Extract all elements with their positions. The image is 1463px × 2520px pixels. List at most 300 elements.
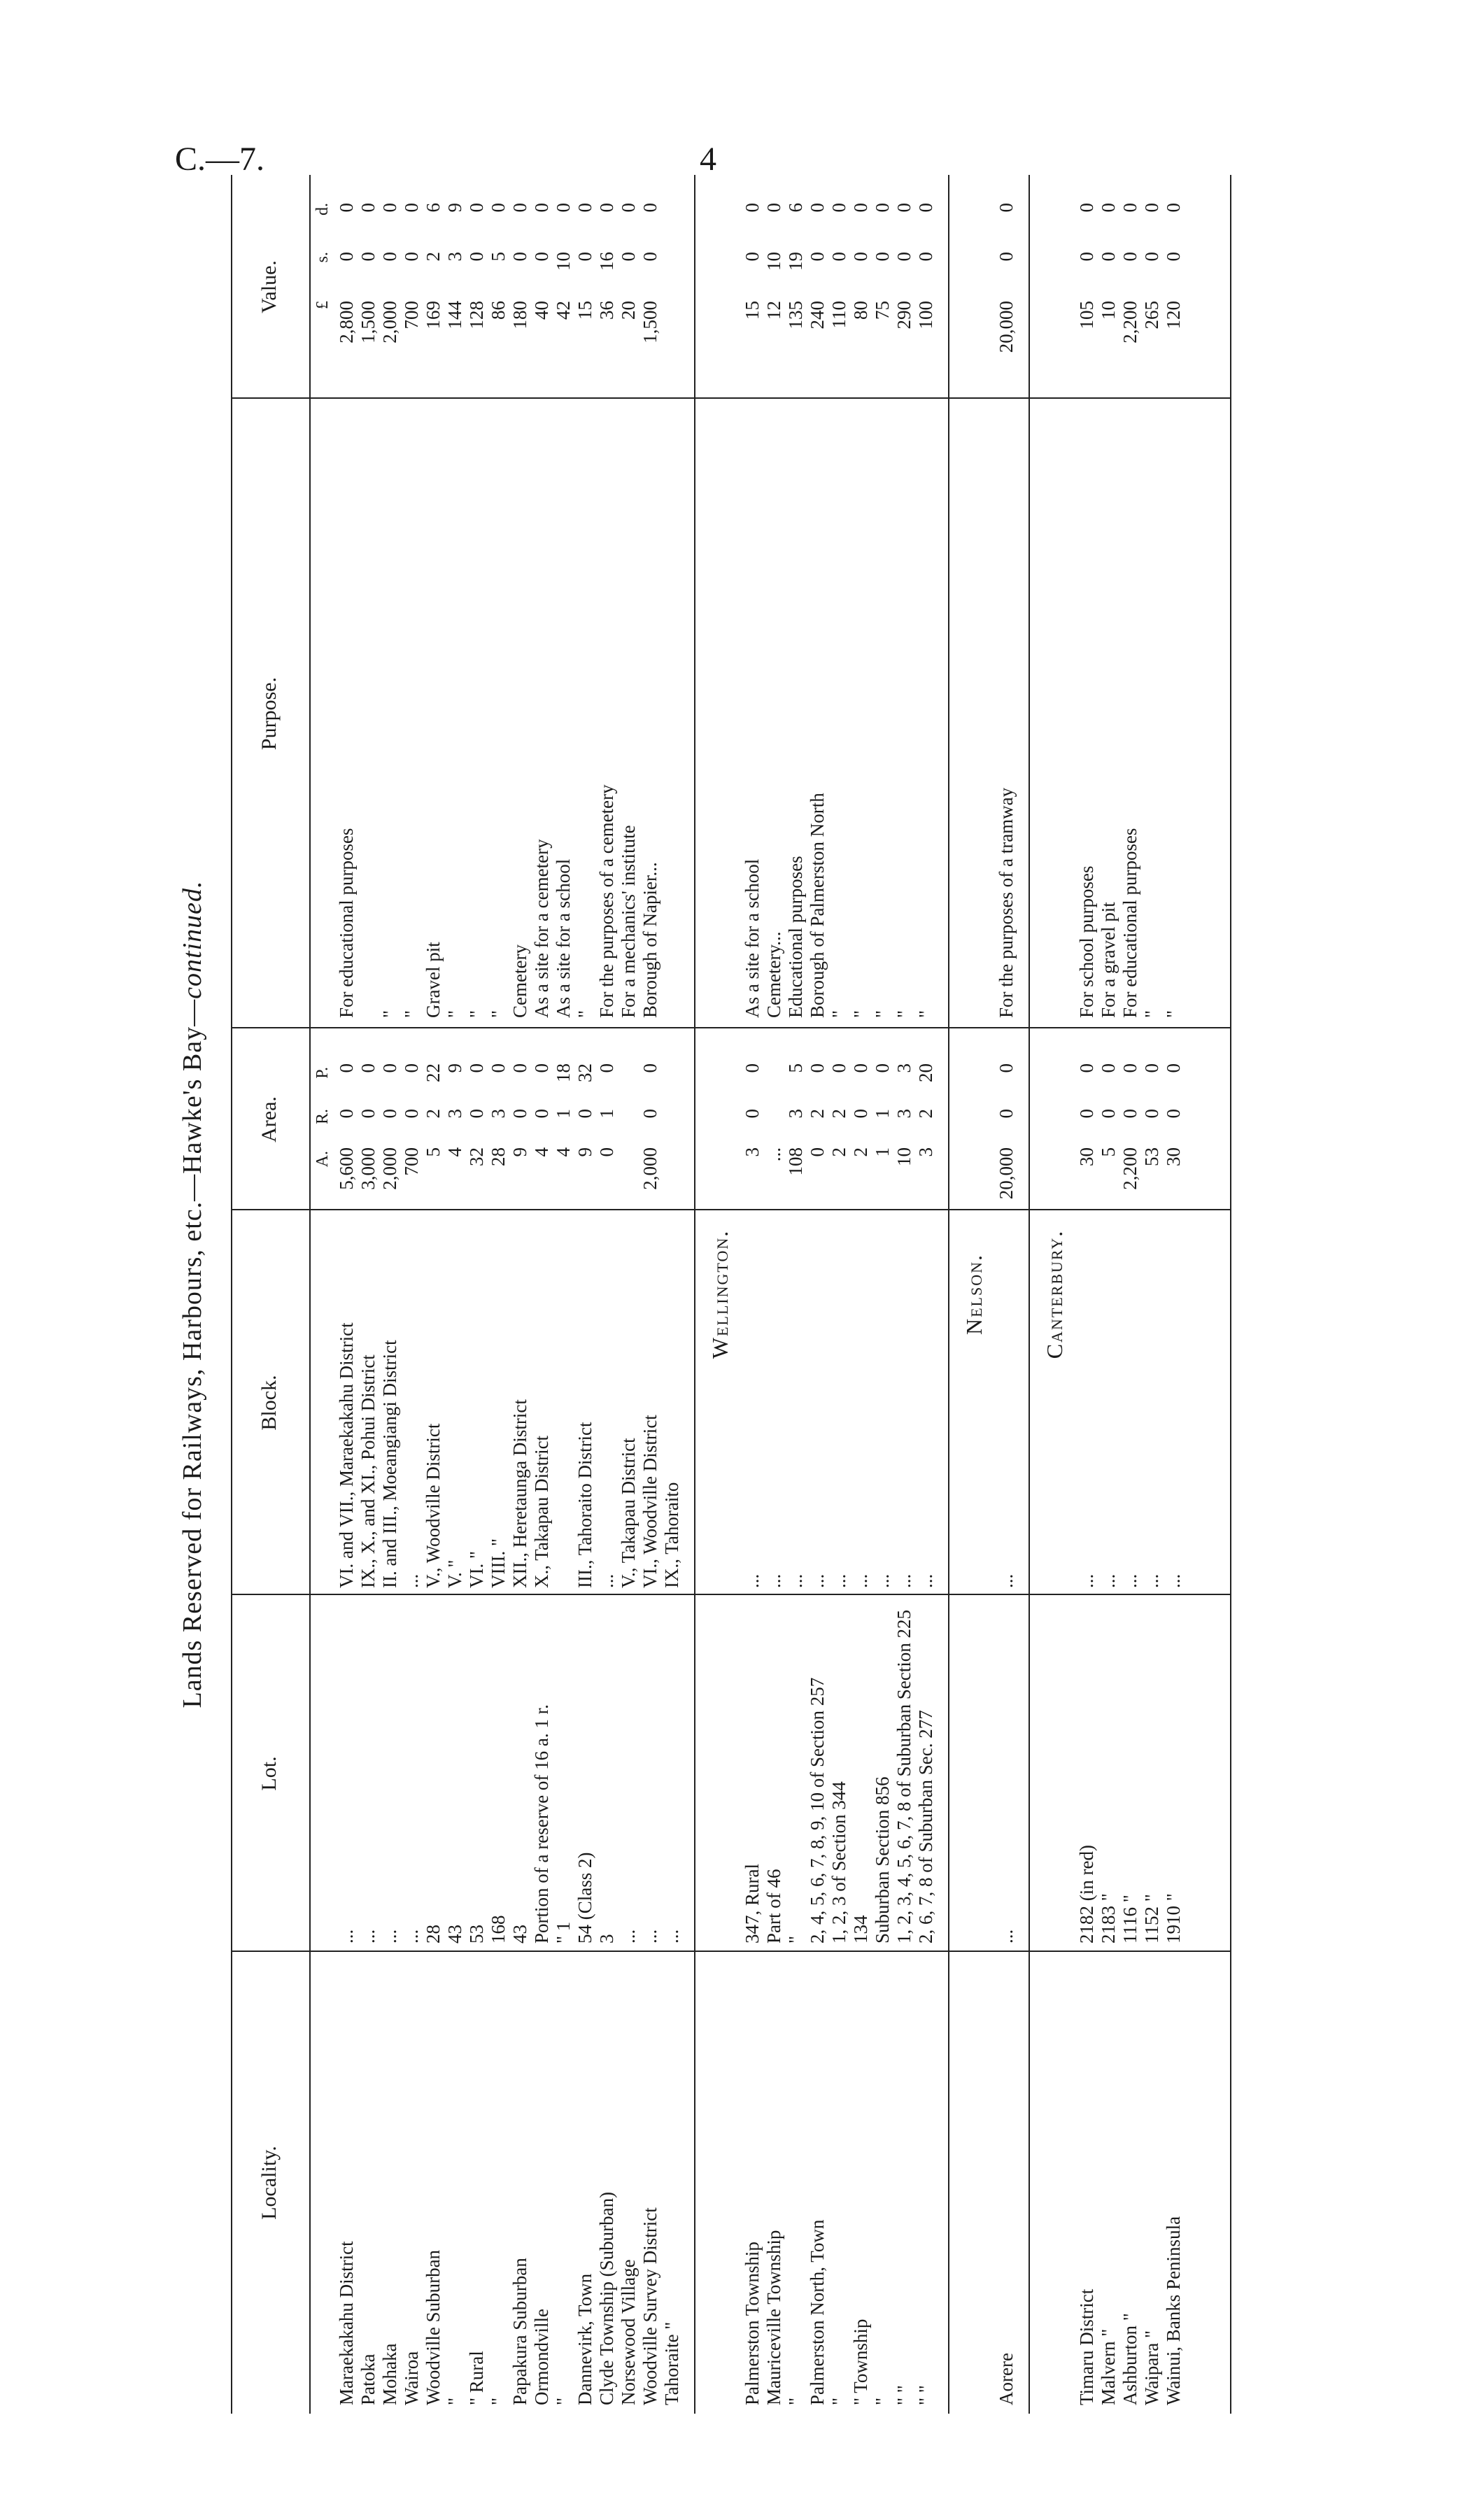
- cell-value: 80: [850, 301, 871, 320]
- cell-block: IX., X., and XI., Pohui District: [358, 1354, 379, 1588]
- cell-lot: ...: [379, 1929, 400, 1944]
- area-unit-perches: P.: [313, 1067, 332, 1079]
- cell-purpose: As a site for a school: [553, 858, 574, 1018]
- cell-area: 0: [1076, 1109, 1097, 1119]
- cell-value: 100: [915, 301, 936, 330]
- cell-value: 0: [401, 203, 422, 213]
- cell-value: 75: [872, 301, 893, 320]
- cell-area: 0: [466, 1109, 487, 1119]
- value-unit-shillings: s.: [313, 252, 332, 263]
- cell-locality: Norsewood Village: [618, 2259, 639, 2405]
- cell-locality: Wainui, Banks Peninsula: [1163, 2216, 1184, 2405]
- cell-area: 0: [596, 1147, 617, 1157]
- cell-lot: 2182 (in red): [1076, 1845, 1097, 1944]
- cell-block: ...: [850, 1573, 871, 1588]
- cell-area: 5,600: [336, 1147, 357, 1190]
- cell-block: ...: [893, 1573, 914, 1588]
- cell-purpose: ": [893, 1010, 914, 1018]
- cell-area: 0: [358, 1109, 379, 1119]
- cell-value: 6: [423, 203, 444, 213]
- cell-block: XII., Heretaunga District: [509, 1399, 530, 1588]
- cell-purpose: ": [915, 1010, 936, 1018]
- cell-area: 3: [893, 1109, 914, 1119]
- cell-value: 0: [1141, 203, 1162, 213]
- cell-lot: 1152 ": [1141, 1894, 1162, 1944]
- header-rule: [309, 175, 311, 2414]
- cell-purpose: ": [401, 1010, 422, 1018]
- cell-locality: " ": [915, 2385, 936, 2405]
- cell-value: 20: [618, 301, 639, 320]
- cell-lot: 168: [488, 1915, 509, 1944]
- cell-value: 169: [423, 301, 444, 330]
- cell-value: 2,200: [1119, 301, 1140, 344]
- cell-value: 0: [742, 252, 763, 262]
- cell-value: 0: [509, 252, 530, 262]
- cell-lot: 53: [466, 1925, 487, 1944]
- cell-purpose: ": [379, 1010, 400, 1018]
- cell-purpose: For educational purposes: [336, 828, 357, 1018]
- cell-value: 0: [872, 203, 893, 213]
- cell-area: 28: [488, 1147, 509, 1166]
- cell-purpose: For the purposes of a cemetery: [596, 784, 617, 1018]
- cell-area: 2: [828, 1147, 849, 1157]
- cell-value: 128: [466, 301, 487, 330]
- cell-value: 1,500: [358, 301, 379, 344]
- cell-value: 19: [785, 252, 806, 271]
- cell-locality: Mauriceville Township: [763, 2230, 784, 2405]
- cell-value: 0: [639, 252, 660, 262]
- cell-locality: Aorere: [996, 2353, 1017, 2405]
- cell-area: 0: [996, 1109, 1017, 1119]
- cell-lot: ...: [996, 1929, 1017, 1944]
- cell-purpose: Gravel pit: [423, 942, 444, 1018]
- cell-area: 0: [379, 1063, 400, 1073]
- cell-area: 10: [893, 1147, 914, 1166]
- cell-value: 0: [531, 203, 552, 213]
- cell-value: 3: [444, 252, 465, 262]
- cell-locality: Palmerston North, Town: [807, 2219, 828, 2405]
- cell-value: 0: [807, 203, 828, 213]
- cell-value: 40: [531, 301, 552, 320]
- group-rule: [694, 175, 695, 2414]
- cell-area: 30: [1163, 1147, 1184, 1166]
- cell-lot: Part of 46: [763, 1869, 784, 1944]
- cell-area: 0: [850, 1109, 871, 1119]
- cell-locality: ": [828, 2397, 849, 2405]
- cell-value: 86: [488, 301, 509, 320]
- cell-area: 0: [488, 1063, 509, 1073]
- cell-lot: ...: [661, 1929, 682, 1944]
- cell-value: 0: [553, 203, 574, 213]
- cell-value: 15: [574, 301, 595, 320]
- cell-value: 0: [379, 203, 400, 213]
- cell-value: 0: [488, 203, 509, 213]
- cell-value: 0: [893, 252, 914, 262]
- cell-value: 0: [618, 203, 639, 213]
- cell-locality: Clyde Township (Suburban): [596, 2191, 617, 2405]
- cell-locality: Maraekakahu District: [336, 2241, 357, 2405]
- cell-purpose: For school purposes: [1076, 865, 1097, 1018]
- cell-value: 12: [763, 301, 784, 320]
- cell-area: 0: [807, 1063, 828, 1073]
- cell-value: 700: [401, 301, 422, 330]
- cell-area: 20: [915, 1063, 936, 1082]
- cell-area: 4: [553, 1147, 574, 1157]
- cell-block: III., Tahoraito District: [574, 1422, 595, 1588]
- cell-value: 0: [915, 252, 936, 262]
- cell-value: 0: [358, 203, 379, 213]
- cell-block: ...: [996, 1573, 1017, 1588]
- cell-value: 1,500: [639, 301, 660, 344]
- section-heading: Nelson.: [961, 1254, 987, 1335]
- cell-area: 0: [509, 1109, 530, 1119]
- cell-area: 4: [444, 1147, 465, 1157]
- cell-lot: 134: [850, 1915, 871, 1944]
- cell-area: 53: [1141, 1147, 1162, 1166]
- cell-purpose: For educational purposes: [1119, 828, 1140, 1018]
- cell-area: 2: [915, 1109, 936, 1119]
- cell-area: 1: [872, 1147, 893, 1157]
- cell-value: 9: [444, 203, 465, 213]
- cell-locality: " Rural: [466, 2351, 487, 2405]
- cell-value: 10: [553, 252, 574, 271]
- cell-area: 0: [1119, 1109, 1140, 1119]
- cell-purpose: ": [574, 1010, 595, 1018]
- cell-locality: Waipara ": [1141, 2330, 1162, 2405]
- cell-area: 2,000: [639, 1147, 660, 1190]
- reserves-table: [231, 175, 1231, 2414]
- value-unit-pounds: £: [313, 301, 332, 309]
- cell-value: 0: [639, 203, 660, 213]
- cell-area: 0: [336, 1109, 357, 1119]
- cell-block: ...: [401, 1573, 422, 1588]
- cell-area: 3: [488, 1109, 509, 1119]
- cell-value: 0: [1163, 252, 1184, 262]
- cell-locality: " ": [893, 2385, 914, 2405]
- cell-value: 0: [1119, 203, 1140, 213]
- cell-area: 0: [401, 1109, 422, 1119]
- cell-block: IX., Tahoraito: [661, 1482, 682, 1588]
- cell-area: 2: [850, 1147, 871, 1157]
- cell-locality: ": [444, 2397, 465, 2405]
- cell-purpose: ": [850, 1010, 871, 1018]
- cell-area: 4: [531, 1147, 552, 1157]
- cell-block: V. ": [444, 1559, 465, 1588]
- section-heading: Wellington.: [707, 1229, 733, 1359]
- cell-value: 0: [1098, 252, 1119, 262]
- area-unit-acres: A.: [313, 1151, 332, 1168]
- cell-locality: Tahoraite ": [661, 2321, 682, 2405]
- cell-block: VI. and VII., Maraekakahu District: [336, 1322, 357, 1588]
- cell-value: 0: [807, 252, 828, 262]
- table-title-main: Lands Reserved for Railways, Harbours, etc.—Hawke's Bay—: [178, 998, 207, 1708]
- cell-area: 2: [807, 1109, 828, 1119]
- cell-lot: 347, Rural: [742, 1864, 763, 1944]
- cell-value: 0: [618, 252, 639, 262]
- cell-block: ...: [1098, 1573, 1119, 1588]
- cell-block: ...: [1119, 1573, 1140, 1588]
- cell-block: ...: [807, 1573, 828, 1588]
- cell-area: 0: [358, 1063, 379, 1073]
- cell-value: 0: [596, 203, 617, 213]
- cell-area: 22: [423, 1063, 444, 1082]
- cell-purpose: For a mechanics' institute: [618, 825, 639, 1018]
- cell-value: 0: [1076, 252, 1097, 262]
- cell-value: 0: [872, 252, 893, 262]
- cell-lot: 1, 2, 3 of Section 344: [828, 1781, 849, 1944]
- cell-area: 1: [596, 1109, 617, 1119]
- cell-value: 10: [1098, 301, 1119, 320]
- cell-purpose: For the purposes of a tramway: [996, 787, 1017, 1018]
- cell-area: 1: [872, 1109, 893, 1119]
- cell-lot: 2183 ": [1098, 1893, 1119, 1944]
- cell-area: 0: [1119, 1063, 1140, 1073]
- page-number: 4: [700, 141, 716, 178]
- area-unit-roods: R.: [313, 1109, 332, 1125]
- cell-value: 15: [742, 301, 763, 320]
- cell-value: 144: [444, 301, 465, 330]
- cell-value: 0: [1098, 203, 1119, 213]
- cell-value: 0: [509, 203, 530, 213]
- cell-area: 108: [785, 1147, 806, 1176]
- cell-area: 5: [423, 1147, 444, 1157]
- cell-area: 0: [466, 1063, 487, 1073]
- cell-area: 2,000: [379, 1147, 400, 1190]
- cell-purpose: As a site for a cemetery: [531, 839, 552, 1018]
- cell-area: 0: [574, 1109, 595, 1119]
- cell-block: VI. ": [466, 1550, 487, 1588]
- rotated-table-page: [175, 175, 1252, 2414]
- cell-lot: ...: [358, 1929, 379, 1944]
- cell-value: 0: [1141, 252, 1162, 262]
- cell-area: 0: [872, 1063, 893, 1073]
- cell-area: 0: [742, 1109, 763, 1119]
- cell-area: 3: [785, 1109, 806, 1119]
- cell-value: 0: [401, 252, 422, 262]
- cell-lot: ": [785, 1935, 806, 1944]
- cell-value: 2: [423, 252, 444, 262]
- cell-value: 0: [1076, 203, 1097, 213]
- cell-lot: ...: [639, 1929, 660, 1944]
- cell-area: 0: [639, 1063, 660, 1073]
- cell-value: 20,000: [996, 301, 1017, 353]
- cell-area: 0: [1098, 1063, 1119, 1073]
- cell-value: 0: [850, 252, 871, 262]
- table-title-continued: continued.: [178, 880, 207, 999]
- cell-lot: 1, 2, 3, 4, 5, 6, 7, 8 of Suburban Section 225: [893, 1610, 914, 1944]
- cell-value: 0: [1163, 203, 1184, 213]
- cell-locality: ": [553, 2397, 574, 2405]
- cell-value: 105: [1076, 301, 1097, 330]
- cell-value: 0: [996, 203, 1017, 213]
- col-header-lot: Lot.: [257, 1756, 281, 1791]
- cell-area: 3,000: [358, 1147, 379, 1190]
- cell-block: ...: [1141, 1573, 1162, 1588]
- cell-locality: ": [785, 2397, 806, 2405]
- cell-value: 0: [379, 252, 400, 262]
- cell-purpose: ": [488, 1010, 509, 1018]
- cell-locality: Woodville Suburban: [423, 2249, 444, 2405]
- cell-lot: 43: [509, 1925, 530, 1944]
- cell-value: 0: [1119, 252, 1140, 262]
- cell-area: 0: [1141, 1063, 1162, 1073]
- cell-purpose: ": [828, 1010, 849, 1018]
- cell-area: 0: [807, 1147, 828, 1157]
- cell-lot: 3: [596, 1934, 617, 1944]
- cell-area: 3: [742, 1147, 763, 1157]
- cell-area: 5: [1098, 1147, 1119, 1157]
- cell-purpose: ": [1163, 1010, 1184, 1018]
- cell-lot: ...: [401, 1929, 422, 1944]
- cell-block: V., Takapau District: [618, 1438, 639, 1588]
- cell-area: 5: [785, 1063, 806, 1073]
- table-bottom-rule: [1230, 175, 1231, 2414]
- cell-area: 0: [1163, 1063, 1184, 1073]
- cell-block: II. and III., Moeangiangi District: [379, 1340, 400, 1588]
- cell-purpose: ": [1141, 1010, 1162, 1018]
- cell-area: 30: [1076, 1147, 1097, 1166]
- cell-locality: Ormondville: [531, 2309, 552, 2405]
- cell-purpose: Cemetery...: [763, 931, 784, 1018]
- cell-lot: Portion of a reserve of 16 a. 1 r.: [531, 1704, 552, 1944]
- cell-area: 1: [553, 1109, 574, 1119]
- cell-area: 3: [915, 1147, 936, 1157]
- cell-purpose: Educational purposes: [785, 856, 806, 1018]
- group-rule: [948, 175, 949, 2414]
- cell-purpose: For a gravel pit: [1098, 902, 1119, 1018]
- cell-block: ...: [596, 1573, 617, 1588]
- cell-value: 240: [807, 301, 828, 330]
- cell-value: 0: [336, 252, 357, 262]
- cell-block: ...: [1076, 1573, 1097, 1588]
- cell-locality: Mohaka: [379, 2343, 400, 2405]
- cell-block: VI., Woodville District: [639, 1415, 660, 1588]
- cell-value: 6: [785, 203, 806, 213]
- group-rule: [1029, 175, 1030, 2414]
- cell-block: ...: [828, 1573, 849, 1588]
- cell-value: 10: [763, 252, 784, 271]
- cell-value: 2,800: [336, 301, 357, 344]
- cell-area: 9: [509, 1147, 530, 1157]
- cell-locality: ": [488, 2397, 509, 2405]
- cell-lot: Suburban Section 856: [872, 1776, 893, 1944]
- cell-locality: Ashburton ": [1119, 2313, 1140, 2405]
- cell-value: 0: [358, 252, 379, 262]
- cell-block: ...: [872, 1573, 893, 1588]
- cell-value: 0: [574, 252, 595, 262]
- cell-value: 180: [509, 301, 530, 330]
- value-unit-pence: d.: [313, 203, 332, 215]
- cell-value: 120: [1163, 301, 1184, 330]
- cell-purpose: Borough of Napier...: [639, 862, 660, 1018]
- cell-area: ...: [763, 1147, 784, 1162]
- section-heading: Canterbury.: [1042, 1229, 1067, 1359]
- cell-block: V., Woodville District: [423, 1423, 444, 1588]
- cell-value: 0: [915, 203, 936, 213]
- cell-lot: " 1: [553, 1921, 574, 1944]
- col-header-locality: Locality.: [257, 2146, 281, 2220]
- cell-area: 0: [1163, 1109, 1184, 1119]
- cell-value: 0: [996, 252, 1017, 262]
- cell-value: 5: [488, 252, 509, 262]
- cell-locality: ": [872, 2397, 893, 2405]
- cell-value: 0: [763, 203, 784, 213]
- cell-purpose: As a site for a school: [742, 858, 763, 1018]
- cell-locality: Papakura Suburban: [509, 2258, 530, 2405]
- cell-block: ...: [742, 1573, 763, 1588]
- cell-area: 32: [466, 1147, 487, 1166]
- cell-purpose: Borough of Palmerston North: [807, 793, 828, 1018]
- cell-area: 0: [379, 1109, 400, 1119]
- cell-lot: ...: [618, 1929, 639, 1944]
- cell-lot: 54 (Class 2): [574, 1852, 595, 1944]
- cell-value: 16: [596, 252, 617, 271]
- cell-value: 0: [574, 203, 595, 213]
- cell-locality: " Township: [850, 2319, 871, 2405]
- cell-area: 0: [531, 1063, 552, 1073]
- cell-area: 2: [423, 1109, 444, 1119]
- cell-block: VIII. ": [488, 1538, 509, 1588]
- cell-area: 0: [1141, 1109, 1162, 1119]
- cell-value: 0: [893, 203, 914, 213]
- cell-locality: Wairoa: [401, 2351, 422, 2405]
- cell-area: 0: [596, 1063, 617, 1073]
- table-title: [178, 175, 224, 2414]
- document-code: C.—7.: [175, 141, 265, 178]
- cell-value: 0: [850, 203, 871, 213]
- cell-value: 2,000: [379, 301, 400, 344]
- cell-area: 0: [1098, 1109, 1119, 1119]
- cell-area: 3: [893, 1063, 914, 1073]
- cell-area: 3: [444, 1109, 465, 1119]
- cell-block: X., Takapau District: [531, 1435, 552, 1588]
- cell-lot: 1910 ": [1163, 1893, 1184, 1944]
- cell-area: 0: [336, 1063, 357, 1073]
- cell-value: 135: [785, 301, 806, 330]
- cell-area: 32: [574, 1063, 595, 1082]
- cell-area: 0: [639, 1109, 660, 1119]
- cell-area: 0: [850, 1063, 871, 1073]
- cell-purpose: Cemetery: [509, 944, 530, 1018]
- cell-area: 0: [742, 1063, 763, 1073]
- cell-locality: Patoka: [358, 2353, 379, 2405]
- cell-area: 0: [509, 1063, 530, 1073]
- cell-area: 20,000: [996, 1147, 1017, 1200]
- cell-area: 2,200: [1119, 1147, 1140, 1190]
- cell-value: 0: [828, 252, 849, 262]
- cell-area: 700: [401, 1147, 422, 1176]
- cell-block: ...: [1163, 1573, 1184, 1588]
- cell-value: 0: [466, 252, 487, 262]
- cell-value: 36: [596, 301, 617, 320]
- cell-value: 0: [531, 252, 552, 262]
- cell-area: 0: [401, 1063, 422, 1073]
- cell-locality: Dannevirk, Town: [574, 2273, 595, 2405]
- cell-lot: ...: [336, 1929, 357, 1944]
- cell-value: 290: [893, 301, 914, 330]
- cell-value: 0: [828, 203, 849, 213]
- cell-area: 0: [531, 1109, 552, 1119]
- cell-purpose: ": [872, 1010, 893, 1018]
- cell-area: 0: [996, 1063, 1017, 1073]
- cell-area: 18: [553, 1063, 574, 1082]
- cell-area: 0: [1076, 1063, 1097, 1073]
- cell-block: ...: [785, 1573, 806, 1588]
- cell-value: 0: [336, 203, 357, 213]
- cell-value: 0: [466, 203, 487, 213]
- cell-locality: Timaru District: [1076, 2288, 1097, 2405]
- cell-area: 9: [574, 1147, 595, 1157]
